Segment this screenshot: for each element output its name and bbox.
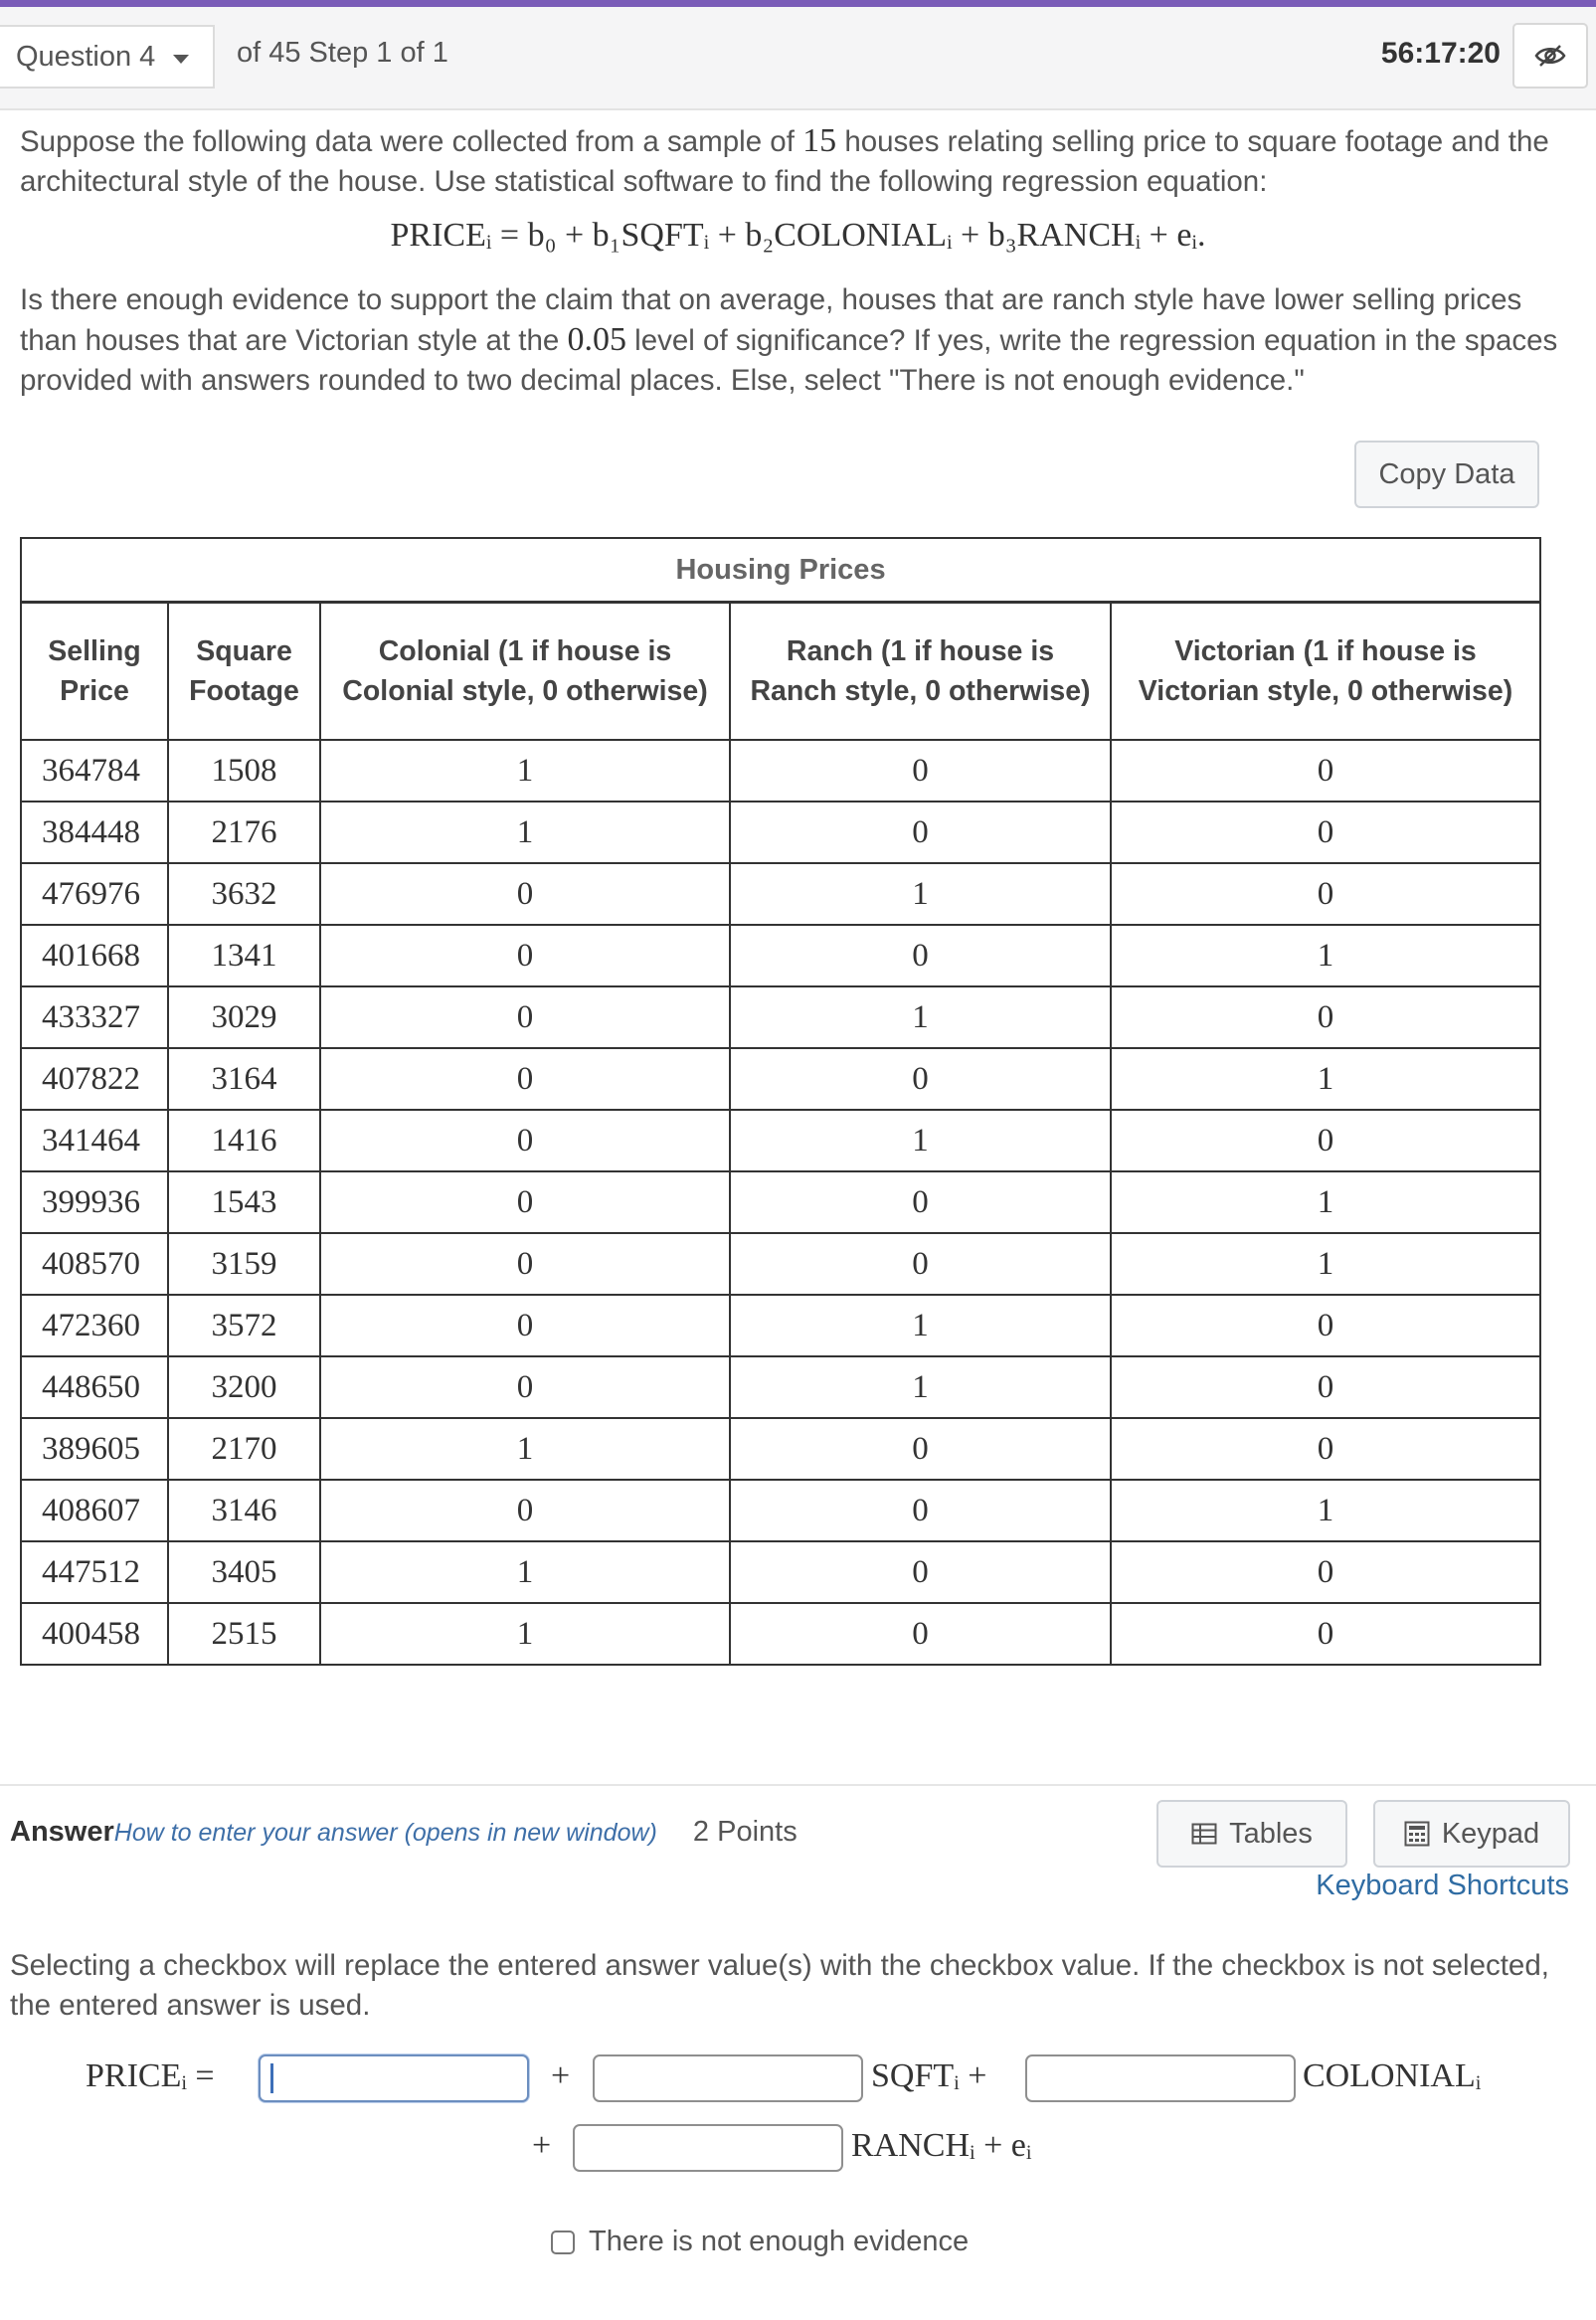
table-cell: 3029 xyxy=(168,986,320,1048)
table-cell: 0 xyxy=(730,1480,1111,1541)
table-cell: 1 xyxy=(1111,925,1540,986)
points-value: 2 Points xyxy=(692,1816,798,1848)
timer: 56:17:20 xyxy=(1380,37,1501,70)
tables-button[interactable] xyxy=(1156,1800,1347,1868)
table-cell: 3164 xyxy=(168,1048,320,1110)
table-cell: 0 xyxy=(1111,1603,1540,1665)
tables-label: Tables xyxy=(1229,1817,1313,1850)
table-cell: 0 xyxy=(1111,1356,1540,1418)
table-row xyxy=(21,863,1540,925)
equation-lhs: PRICEᵢ = xyxy=(86,2057,215,2094)
table-cell: 1 xyxy=(320,802,730,863)
table-cell: 1 xyxy=(320,1541,730,1603)
table-cell: 0 xyxy=(730,1541,1111,1603)
table-cell: 0 xyxy=(320,1233,730,1295)
b1-input[interactable] xyxy=(593,2054,863,2102)
question-text xyxy=(20,121,1566,202)
table-cell: 448650 xyxy=(21,1356,168,1418)
table-cell: 1 xyxy=(320,740,730,802)
table-cell: 1 xyxy=(1111,1233,1540,1295)
table-cell: 0 xyxy=(320,1048,730,1110)
table-row xyxy=(21,986,1540,1048)
table-cell: 472360 xyxy=(21,1295,168,1356)
table-cell: 0 xyxy=(730,1418,1111,1480)
question-text-part: level of significance? If yes, write the regression equation in the spaces provided with answers rounded to two decimal places. Else, select "There is not enough evidence." xyxy=(20,324,1558,397)
colonial-term: COLONIALᵢ xyxy=(1303,2057,1482,2094)
answer-bar xyxy=(10,1816,798,1849)
table-cell: 3405 xyxy=(168,1541,320,1603)
question-header xyxy=(0,7,1596,110)
table-cell: 1341 xyxy=(168,925,320,986)
table-cell: 400458 xyxy=(21,1603,168,1665)
table-row xyxy=(21,1295,1540,1356)
table-cell: 0 xyxy=(320,1171,730,1233)
b3-input[interactable] xyxy=(573,2124,843,2172)
table-cell: 0 xyxy=(320,1110,730,1171)
table-cell: 0 xyxy=(1111,1295,1540,1356)
sample-size: 15 xyxy=(802,122,837,159)
top-accent-bar xyxy=(0,0,1596,7)
section-divider xyxy=(0,1784,1596,1786)
copy-data-button[interactable]: Copy Data xyxy=(1354,441,1539,508)
table-cell: 1508 xyxy=(168,740,320,802)
table-cell: 1 xyxy=(1111,1480,1540,1541)
not-enough-evidence-checkbox[interactable] xyxy=(551,2231,575,2254)
table-cell: 447512 xyxy=(21,1541,168,1603)
table-cell: 0 xyxy=(730,740,1111,802)
plus-sign: + xyxy=(532,2127,552,2164)
sqft-term: SQFTᵢ + xyxy=(871,2057,987,2094)
table-cell: 1 xyxy=(1111,1048,1540,1110)
table-cell: 1 xyxy=(730,863,1111,925)
table-cell: 3146 xyxy=(168,1480,320,1541)
column-header: Ranch (1 if house is Ranch style, 0 otherwise) xyxy=(730,603,1111,741)
table-cell: 0 xyxy=(730,925,1111,986)
table-cell: 407822 xyxy=(21,1048,168,1110)
question-select-label: Question 4 xyxy=(16,41,156,73)
table-cell: 3632 xyxy=(168,863,320,925)
ranch-term: RANCHᵢ + eᵢ xyxy=(851,2127,1032,2164)
table-cell: 1416 xyxy=(168,1110,320,1171)
table-row xyxy=(21,1418,1540,1480)
table-cell: 1 xyxy=(730,1110,1111,1171)
table-cell: 0 xyxy=(320,1356,730,1418)
table-cell: 3572 xyxy=(168,1295,320,1356)
table-row xyxy=(21,1480,1540,1541)
step-indicator: of 45 Step 1 of 1 xyxy=(237,37,448,69)
checkbox-note: Selecting a checkbox will replace the entered answer value(s) with the checkbox value. If the checkbox is not selected, the entered answer is used. xyxy=(10,1949,1549,2022)
table-icon xyxy=(1191,1823,1217,1845)
table-cell: 399936 xyxy=(21,1171,168,1233)
table-cell: 0 xyxy=(320,1480,730,1541)
table-cell: 0 xyxy=(1111,863,1540,925)
how-to-enter-link[interactable]: How to enter your answer (opens in new window) xyxy=(113,1819,657,1847)
b0-input[interactable] xyxy=(259,2054,529,2102)
table-cell: 2170 xyxy=(168,1418,320,1480)
table-row xyxy=(21,1110,1540,1171)
table-row xyxy=(21,1233,1540,1295)
table-row xyxy=(21,1171,1540,1233)
table-cell: 2176 xyxy=(168,802,320,863)
question-prompt xyxy=(20,280,1576,401)
table-cell: 0 xyxy=(1111,1541,1540,1603)
table-row xyxy=(21,1603,1540,1665)
table-cell: 0 xyxy=(730,802,1111,863)
table-cell: 0 xyxy=(1111,1110,1540,1171)
table-row xyxy=(21,1541,1540,1603)
table-cell: 1 xyxy=(730,986,1111,1048)
keypad-label: Keypad xyxy=(1441,1817,1540,1850)
eye-slash-icon xyxy=(1534,44,1566,68)
table-cell: 0 xyxy=(1111,740,1540,802)
table-cell: 364784 xyxy=(21,740,168,802)
table-cell: 1543 xyxy=(168,1171,320,1233)
keyboard-shortcuts-link[interactable]: Keyboard Shortcuts xyxy=(1316,1870,1569,1901)
table-cell: 1 xyxy=(320,1418,730,1480)
table-cell: 0 xyxy=(320,986,730,1048)
table-row xyxy=(21,925,1540,986)
text-cursor xyxy=(270,2063,273,2093)
question-text-part: houses relating selling price to square footage and the architectural style of the house. Use statistical software to find the following regression equation: xyxy=(20,125,1549,198)
answer-label: Answer xyxy=(10,1816,114,1848)
column-header: Colonial (1 if house is Colonial style, 0 otherwise) xyxy=(320,603,730,741)
table-cell: 408570 xyxy=(21,1233,168,1295)
table-cell: 408607 xyxy=(21,1480,168,1541)
table-cell: 1 xyxy=(320,1603,730,1665)
table-cell: 0 xyxy=(320,1295,730,1356)
table-cell: 476976 xyxy=(21,863,168,925)
table-cell: 341464 xyxy=(21,1110,168,1171)
not-enough-evidence-option[interactable] xyxy=(551,2226,969,2258)
table-cell: 2515 xyxy=(168,1603,320,1665)
column-header: Selling Price xyxy=(21,603,168,741)
table-cell: 1 xyxy=(730,1295,1111,1356)
table-row xyxy=(21,802,1540,863)
table-cell: 3200 xyxy=(168,1356,320,1418)
table-cell: 0 xyxy=(730,1233,1111,1295)
question-text-part: Is there enough evidence to support the claim that on average, houses that are ranch style have lower selling prices than houses that are Victorian style at the xyxy=(20,283,1522,357)
table-row xyxy=(21,740,1540,802)
table-cell: 0 xyxy=(320,863,730,925)
b2-input[interactable] xyxy=(1025,2054,1296,2102)
table-cell: 0 xyxy=(1111,802,1540,863)
checkbox-label: There is not enough evidence xyxy=(589,2226,970,2257)
question-select[interactable] xyxy=(0,25,215,89)
regression-equation: PRICEᵢ = b₀ + b₁SQFTᵢ + b₂COLONIALᵢ + b₃RANCHᵢ + eᵢ. xyxy=(390,217,1206,254)
table-cell: 3159 xyxy=(168,1233,320,1295)
table-caption: Housing Prices xyxy=(21,538,1540,603)
column-header: Victorian (1 if house is Victorian style, 0 otherwise) xyxy=(1111,603,1540,741)
table-cell: 0 xyxy=(320,925,730,986)
calculator-icon xyxy=(1404,1821,1430,1847)
keypad-button[interactable] xyxy=(1373,1800,1570,1868)
table-cell: 389605 xyxy=(21,1418,168,1480)
hide-timer-button[interactable] xyxy=(1512,23,1588,89)
table-row xyxy=(21,1356,1540,1418)
chevron-down-icon xyxy=(173,55,189,64)
table-cell: 401668 xyxy=(21,925,168,986)
table-cell: 384448 xyxy=(21,802,168,863)
table-cell: 0 xyxy=(1111,986,1540,1048)
table-cell: 0 xyxy=(730,1171,1111,1233)
table-cell: 1 xyxy=(730,1356,1111,1418)
table-cell: 0 xyxy=(1111,1418,1540,1480)
significance-level: 0.05 xyxy=(567,321,626,358)
plus-sign: + xyxy=(551,2057,571,2094)
table-cell: 0 xyxy=(730,1603,1111,1665)
table-cell: 433327 xyxy=(21,986,168,1048)
column-header: Square Footage xyxy=(168,603,320,741)
table-row xyxy=(21,1048,1540,1110)
question-text-part: Suppose the following data were collected from a sample of xyxy=(20,125,795,158)
table-cell: 1 xyxy=(1111,1171,1540,1233)
housing-prices-table xyxy=(20,537,1541,1666)
table-cell: 0 xyxy=(730,1048,1111,1110)
